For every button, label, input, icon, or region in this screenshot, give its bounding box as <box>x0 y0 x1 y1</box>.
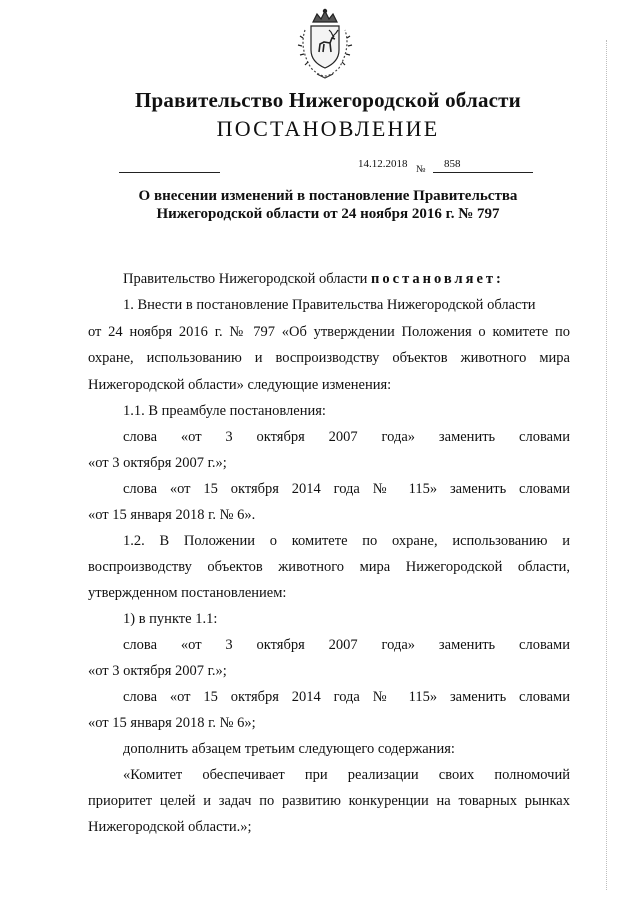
subject-line-2: Нижегородской области от 24 ноября 2016 г. № 797 <box>156 206 500 222</box>
item-1-1-a-line-1: слова «от 3 октября 2007 года» заменить словами <box>123 429 570 445</box>
item-1-2-line-1: 1.2. В Положении о комитете по охране, использованию и <box>123 533 570 549</box>
item-1-2-line-3: утвержденном постановлением: <box>88 585 287 601</box>
item-1-2-a-line-1: слова «от 3 октября 2007 года» заменить словами <box>123 637 570 653</box>
document-number: 858 <box>444 158 461 170</box>
number-sign: № <box>416 164 426 175</box>
paragraph-1-line-4: Нижегородской области» следующие изменения: <box>88 377 392 393</box>
item-1-2-d-line-1: «Комитет обеспечивает при реализации своих полномочий <box>123 767 570 783</box>
document-type: ПОСТАНОВЛЕНИЕ <box>216 116 440 141</box>
preamble-text: Правительство Нижегородской области <box>123 271 372 287</box>
paragraph-1-line-3: охране, использованию и воспроизводству объектов животного мира <box>88 350 570 366</box>
preamble <box>123 271 504 288</box>
subject-line-1: О внесении изменений в постановление Правительства <box>138 188 518 204</box>
item-1-2-b-line-2: «от 15 января 2018 г. № 6»; <box>88 715 256 731</box>
number-underline <box>433 172 533 173</box>
paragraph-1-line-2: от 24 ноября 2016 г. № 797 «Об утверждении Положения о комитете по <box>88 324 570 340</box>
item-1-2-a-line-2: «от 3 октября 2007 г.»; <box>88 663 227 679</box>
government-name: Правительство Нижегородской области <box>135 88 521 112</box>
item-1-1-b-line-1: слова «от 15 октября 2014 года № 115» заменить словами <box>123 481 570 497</box>
item-1-1: 1.1. В преамбуле постановления: <box>123 403 326 419</box>
paragraph-1-line-1: 1. Внести в постановление Правительства Нижегородской области <box>123 297 536 313</box>
scan-gutter-line <box>606 40 607 890</box>
item-1-1-b-line-2: «от 15 января 2018 г. № 6». <box>88 507 256 523</box>
preamble-verb: постановляет: <box>371 271 504 287</box>
date-underline-left <box>119 172 220 173</box>
item-1-2-b-line-1: слова «от 15 октября 2014 года № 115» заменить словами <box>123 689 570 705</box>
item-1-1-a-line-2: «от 3 октября 2007 г.»; <box>88 455 227 471</box>
item-1-2-c: дополнить абзацем третьим следующего содержания: <box>123 741 455 757</box>
item-1-2-d-line-3: Нижегородской области.»; <box>88 819 252 835</box>
item-1-2-line-2: воспроизводству объектов животного мира Нижегородской области, <box>88 559 570 575</box>
document-subject <box>0 187 640 223</box>
item-1-2-1: 1) в пункте 1.1: <box>123 611 218 627</box>
document-date: 14.12.2018 <box>358 158 408 170</box>
item-1-2-d-line-2: приоритет целей и задач по развитию конкуренции на товарных рынках <box>88 793 570 809</box>
coat-of-arms-icon <box>293 8 357 80</box>
